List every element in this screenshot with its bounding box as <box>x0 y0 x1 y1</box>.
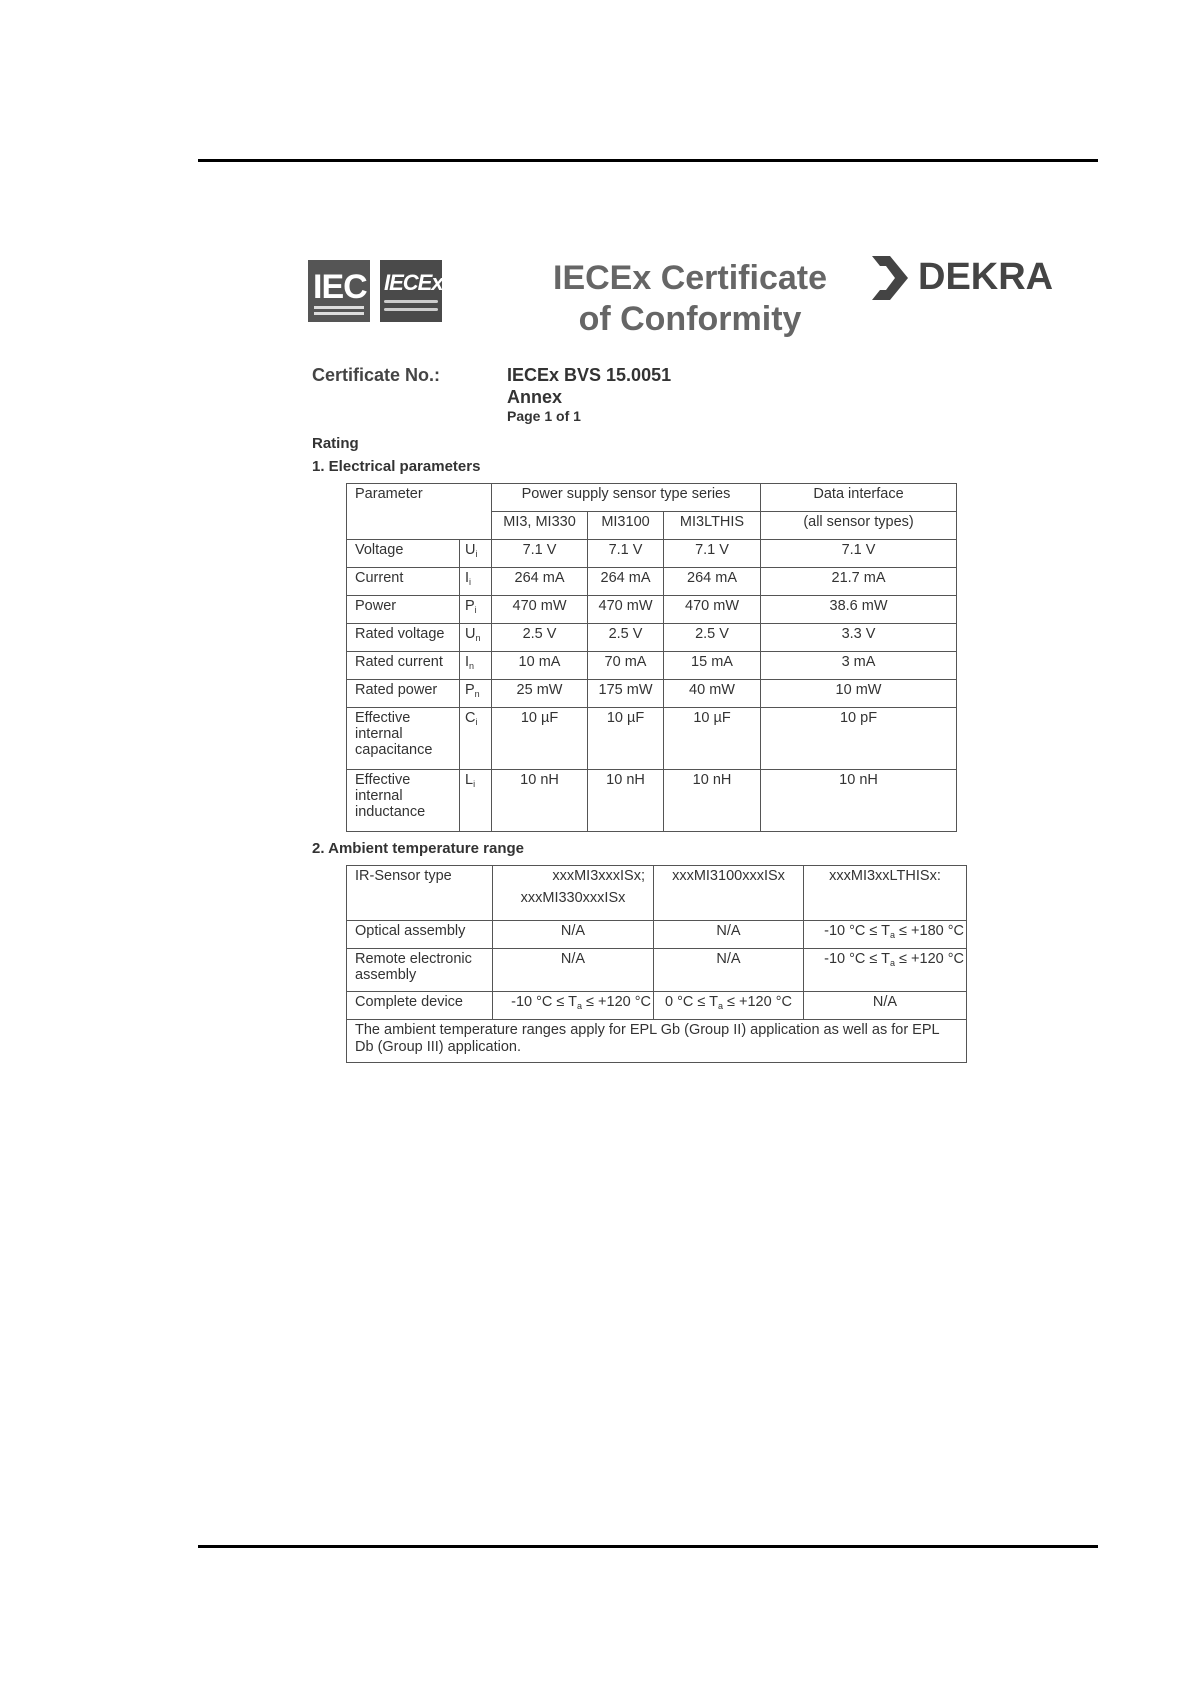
table-row <box>347 568 957 596</box>
value-cell: N/A <box>804 992 967 1020</box>
table-row <box>347 770 957 832</box>
param-name: Rated voltage <box>347 624 460 652</box>
value-cell: 10 µF <box>588 708 664 770</box>
ambient-temperature-table <box>346 865 967 1063</box>
param-symbol: $L_i$ <box>460 770 492 832</box>
param-name: Effective internal capacitance <box>347 708 460 770</box>
value-cell: 264 mA <box>588 568 664 596</box>
table-row <box>347 540 957 568</box>
dekra-mark-icon <box>868 254 912 302</box>
param-symbol: $P_i$ <box>460 596 492 624</box>
value-cell: 470 mW <box>664 596 761 624</box>
subheader-mi3100: MI3100 <box>588 512 664 540</box>
value-cell: N/A <box>493 921 654 949</box>
title-line-1: IECEx Certificate <box>553 259 827 297</box>
table-header-row <box>347 484 957 512</box>
value-cell: 2.5 V <box>588 624 664 652</box>
iecex-logo-text: IECEx <box>384 270 443 295</box>
top-rule <box>198 159 1098 162</box>
title-line-2: of Conformity <box>578 300 802 338</box>
header-mi3100: xxxMI3100xxxISx <box>654 866 804 921</box>
value-cell: 7.1 V <box>588 540 664 568</box>
param-symbol: $I_n$ <box>460 652 492 680</box>
certificate-number: IECEx BVS 15.0051 <box>507 365 672 385</box>
value-cell: 264 mA <box>492 568 588 596</box>
row-name: Optical assembly <box>347 921 493 949</box>
value-cell: 2.5 V <box>492 624 588 652</box>
param-name: Rated current <box>347 652 460 680</box>
ambient-temperature-heading: 2. Ambient temperature range <box>312 840 524 857</box>
value-cell: 3 mA <box>761 652 957 680</box>
table-row <box>347 708 957 770</box>
param-symbol: $C_i$ <box>460 708 492 770</box>
param-symbol: $P_n$ <box>460 680 492 708</box>
table-header-row <box>347 866 967 921</box>
value-cell: 10 nH <box>664 770 761 832</box>
table-row <box>347 992 967 1020</box>
param-name: Voltage <box>347 540 460 568</box>
table-row <box>347 680 957 708</box>
value-cell: 7.1 V <box>761 540 957 568</box>
row-name: Complete device <box>347 992 493 1020</box>
table-row <box>347 596 957 624</box>
iec-logo <box>308 260 370 322</box>
certificate-number-label: Certificate No.: <box>312 365 441 385</box>
table-row <box>347 624 957 652</box>
electrical-parameters-table <box>346 483 957 832</box>
value-cell: 10 nH <box>492 770 588 832</box>
param-name: Rated power <box>347 680 460 708</box>
value-cell: 25 mW <box>492 680 588 708</box>
param-symbol: $U_n$ <box>460 624 492 652</box>
value-cell: 10 µF <box>492 708 588 770</box>
electrical-parameters-heading: 1. Electrical parameters <box>312 458 481 475</box>
ambient-note: The ambient temperature ranges apply for EPL Gb (Group II) application as well as for EPL Db (Group III) application. <box>347 1020 967 1063</box>
value-cell: 10 nH <box>761 770 957 832</box>
subheader-mi3lthis: MI3LTHIS <box>664 512 761 540</box>
value-cell: 40 mW <box>664 680 761 708</box>
value-cell: 15 mA <box>664 652 761 680</box>
value-cell: 10 µF <box>664 708 761 770</box>
value-cell: 10 pF <box>761 708 957 770</box>
value-cell: 0 $^\circ C \le T_a \le +120$ °C <box>654 992 804 1020</box>
value-cell: 70 mA <box>588 652 664 680</box>
param-symbol: $I_i$ <box>460 568 492 596</box>
param-name: Power <box>347 596 460 624</box>
iecex-logo <box>380 260 442 322</box>
value-cell: 2.5 V <box>664 624 761 652</box>
header-power-supply: Power supply sensor type series <box>492 484 761 512</box>
value-cell: N/A <box>654 921 804 949</box>
value-cell: -10 $^\circ C \le T_a \le +120$ °C <box>493 992 654 1020</box>
value-cell: 10 mA <box>492 652 588 680</box>
value-cell: 264 mA <box>664 568 761 596</box>
page-info: Page 1 of 1 <box>507 408 581 424</box>
value-cell: 175 mW <box>588 680 664 708</box>
header-mi3lthis: xxxMI3xxLTHISx: <box>804 866 967 921</box>
value-cell: 38.6 mW <box>761 596 957 624</box>
value-cell: 7.1 V <box>664 540 761 568</box>
value-cell: 470 mW <box>492 596 588 624</box>
value-cell: N/A <box>654 949 804 992</box>
dekra-logo-text: DEKRA <box>918 256 1054 298</box>
table-row <box>347 949 967 992</box>
header-mi3-mi330 <box>493 866 654 921</box>
param-name: Effective internal inductance <box>347 770 460 832</box>
annex-label: Annex <box>507 387 563 407</box>
header-mi3-line: xxxMI3xxxISx; <box>552 868 645 884</box>
table-note-row <box>347 1020 967 1063</box>
rating-heading: Rating <box>312 435 359 452</box>
header-data-interface: Data interface <box>761 484 957 512</box>
header-sensor-type: IR-Sensor type <box>347 866 493 921</box>
header-parameter: Parameter <box>347 484 492 540</box>
value-cell: 7.1 V <box>492 540 588 568</box>
subheader-mi3-mi330: MI3, MI330 <box>492 512 588 540</box>
param-symbol: $U_i$ <box>460 540 492 568</box>
table-row <box>347 921 967 949</box>
param-name: Current <box>347 568 460 596</box>
dekra-logo <box>868 252 1054 302</box>
value-cell: 21.7 mA <box>761 568 957 596</box>
value-cell: N/A <box>493 949 654 992</box>
value-cell: 10 mW <box>761 680 957 708</box>
iec-logo-text: IEC <box>313 268 367 306</box>
value-cell: -10 $^\circ C \le T_a \le +120$ °C <box>804 949 967 992</box>
value-cell: 3.3 V <box>761 624 957 652</box>
table-row <box>347 652 957 680</box>
row-name: Remote electronic assembly <box>347 949 493 992</box>
bottom-rule <box>198 1545 1098 1548</box>
value-cell: -10 $^\circ C \le T_a \le +180$ °C <box>804 921 967 949</box>
subheader-all-sensor-types: (all sensor types) <box>761 512 957 540</box>
header-mi330-line: xxxMI330xxxISx <box>520 890 626 906</box>
certificate-title <box>540 258 840 340</box>
value-cell: 470 mW <box>588 596 664 624</box>
value-cell: 10 nH <box>588 770 664 832</box>
